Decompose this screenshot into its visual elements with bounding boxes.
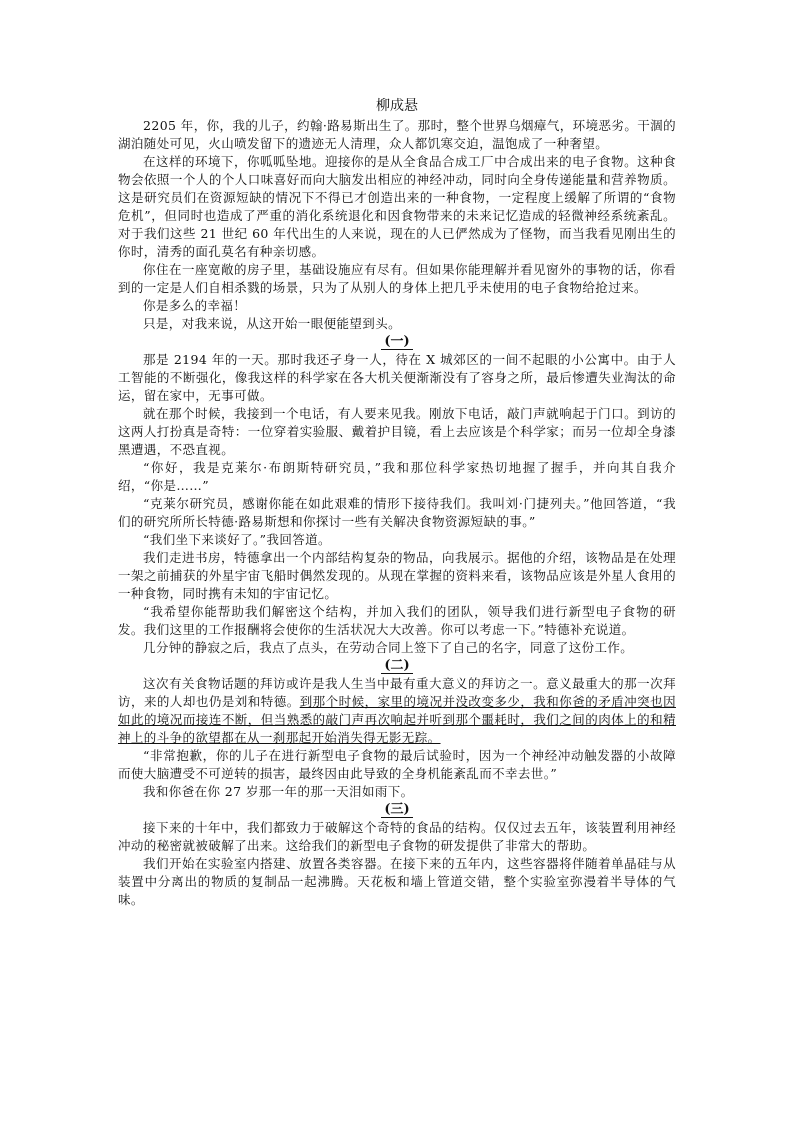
sec1-paragraph-5: “我们坐下来谈好了。”我回答道。 [143,532,331,547]
document-page [118,96,676,909]
sec1-paragraph-4: “克莱尔研究员，感谢你能在如此艰难的情形下接待我们。我叫刘·门捷列夫。”他回答道，“我们的研究所所长特德·路易斯想和你探讨一些有关解决食物资源短缺的事。” [118,496,676,529]
sec1-paragraph-8: 几分钟的静寂之后，我点了点头，在劳动合同上签下了自己的名字，同意了这份工作。 [143,640,634,655]
sec2-paragraph-1-text: 这次有关食物话题的拜访或许是我人生当中最有重大意义的拜访之一。意义最重大的那一次拜访，来的人却也仍是刘和特德。 [118,676,676,709]
sec1-paragraph-6: 我们走进书房，特德拿出一个内部结构复杂的物品，向我展示。据他的介绍，该物品是在处理一架之前捕获的外星宇宙飞船时偶然发现的。从现在掌握的资料来看，该物品应该是外星人食用的一种食物，同时携有未知的宇宙记忆。 [118,550,676,601]
sec2-paragraph-2: “非常抱歉，你的儿子在进行新型电子食物的最后试验时，因为一个神经冲动触发器的小故障而使大脑遭受不可逆转的损害，最终因由此导致的全身机能紊乱而不幸去世。” [118,748,676,781]
sec1-paragraph-7: “我希望你能帮助我们解密这个结构，并加入我们的团队，领导我们进行新型电子食物的研发。我们这里的工作报酬将会使你的生活状况大大改善。你可以考虑一下。”特德补充说道。 [118,604,676,637]
intro-paragraph-3: 你住在一座宽敞的房子里，基础设施应有尽有。但如果你能理解并看见窗外的事物的话，你看到的一定是人们自相杀戮的场景，只为了从别人的身体上把几乎未使用的电子食物给抢过来。 [118,262,676,295]
sec1-paragraph-1: 那是 2194 年的一天。那时我还孑身一人，待在 X 城郊区的一间不起眼的小公寓中。由于人工智能的不断强化，像我这样的科学家在各大机关便渐渐没有了容身之所，最后惨遭失业淘汰的命运，留在家中，无事可做。 [118,352,676,403]
sec2-paragraph-3: 我和你爸在你 27 岁那一年的那一天泪如雨下。 [143,784,414,799]
sec2-underlined-text: 到那个时候，家里的境况并没改变多少，我和你爸的矛盾冲突也因如此的境况而接连不断，但当熟悉的敲门声再次响起并听到那个噩耗时，我们之间的肉体上的和精神上的斗争的欲望都在从一刹那起开始消失得无影无踪。 [118,694,676,745]
section-1-heading: (一) [118,333,676,351]
sec1-paragraph-3: “你好，我是克莱尔·布朗斯特研究员，”我和那位科学家热切地握了握手，并向其自我介绍，“你是……” [118,460,676,493]
sec3-paragraph-2: 我们开始在实验室内搭建、放置各类容器。在接下来的五年内，这些容器将伴随着单晶硅与从装置中分离出的物质的复制品一起沸腾。天花板和墙上管道交错，整个实验室弥漫着半导体的气味。 [118,856,676,907]
section-2-heading: (二) [118,657,676,675]
document-title: 柳成悬 [376,98,418,114]
sec1-paragraph-2: 就在那个时候，我接到一个电话，有人要来见我。刚放下电话，敲门声就响起于门口。到访的这两人打扮真是奇特：一位穿着实验服、戴着护目镜，看上去应该是个科学家；而另一位却全身漆黑遭遇，不恐直视。 [118,406,676,457]
intro-paragraph-4: 你是多么的幸福！ [143,298,247,313]
intro-paragraph-1: 2205 年，你，我的儿子，约翰·路易斯出生了。那时，整个世界乌烟瘴气，环境恶劣。干涸的湖泊随处可见，火山喷发留下的遗迹无人清理，众人都饥寒交迫，温饱成了一种奢望。 [118,118,676,151]
section-3-heading: (三) [118,801,676,819]
sec2-paragraph-1 [118,675,676,747]
intro-paragraph-2: 在这样的环境下，你呱呱坠地。迎接你的是从全食品合成工厂中合成出来的电子食物。这种食物会依照一个人的个人口味喜好而向大脑发出相应的神经冲动，同时向全身传递能量和营养物质。这是研究员们在资源短缺的情况下不得已才创造出来的一种食物，一定程度上缓解了所谓的“食物危机”，但同时也造成了严重的消化系统退化和因食物带来的未来记忆造成的轻微神经系统紊乱。对于我们这些 21 世纪 60 年代出生的人来说，现在的人已俨然成为了怪物，而当我看见刚出生的你时，清秀的面孔莫名有种亲切感。 [118,154,676,259]
intro-paragraph-5: 只是，对我来说，从这开始一眼便能望到头。 [143,316,402,331]
sec3-paragraph-1: 接下来的十年中，我们都致力于破解这个奇特的食品的结构。仅仅过去五年，该装置利用神经冲动的秘密就被破解了出来。这给我们的新型电子食物的研发提供了非常大的帮助。 [118,820,676,853]
